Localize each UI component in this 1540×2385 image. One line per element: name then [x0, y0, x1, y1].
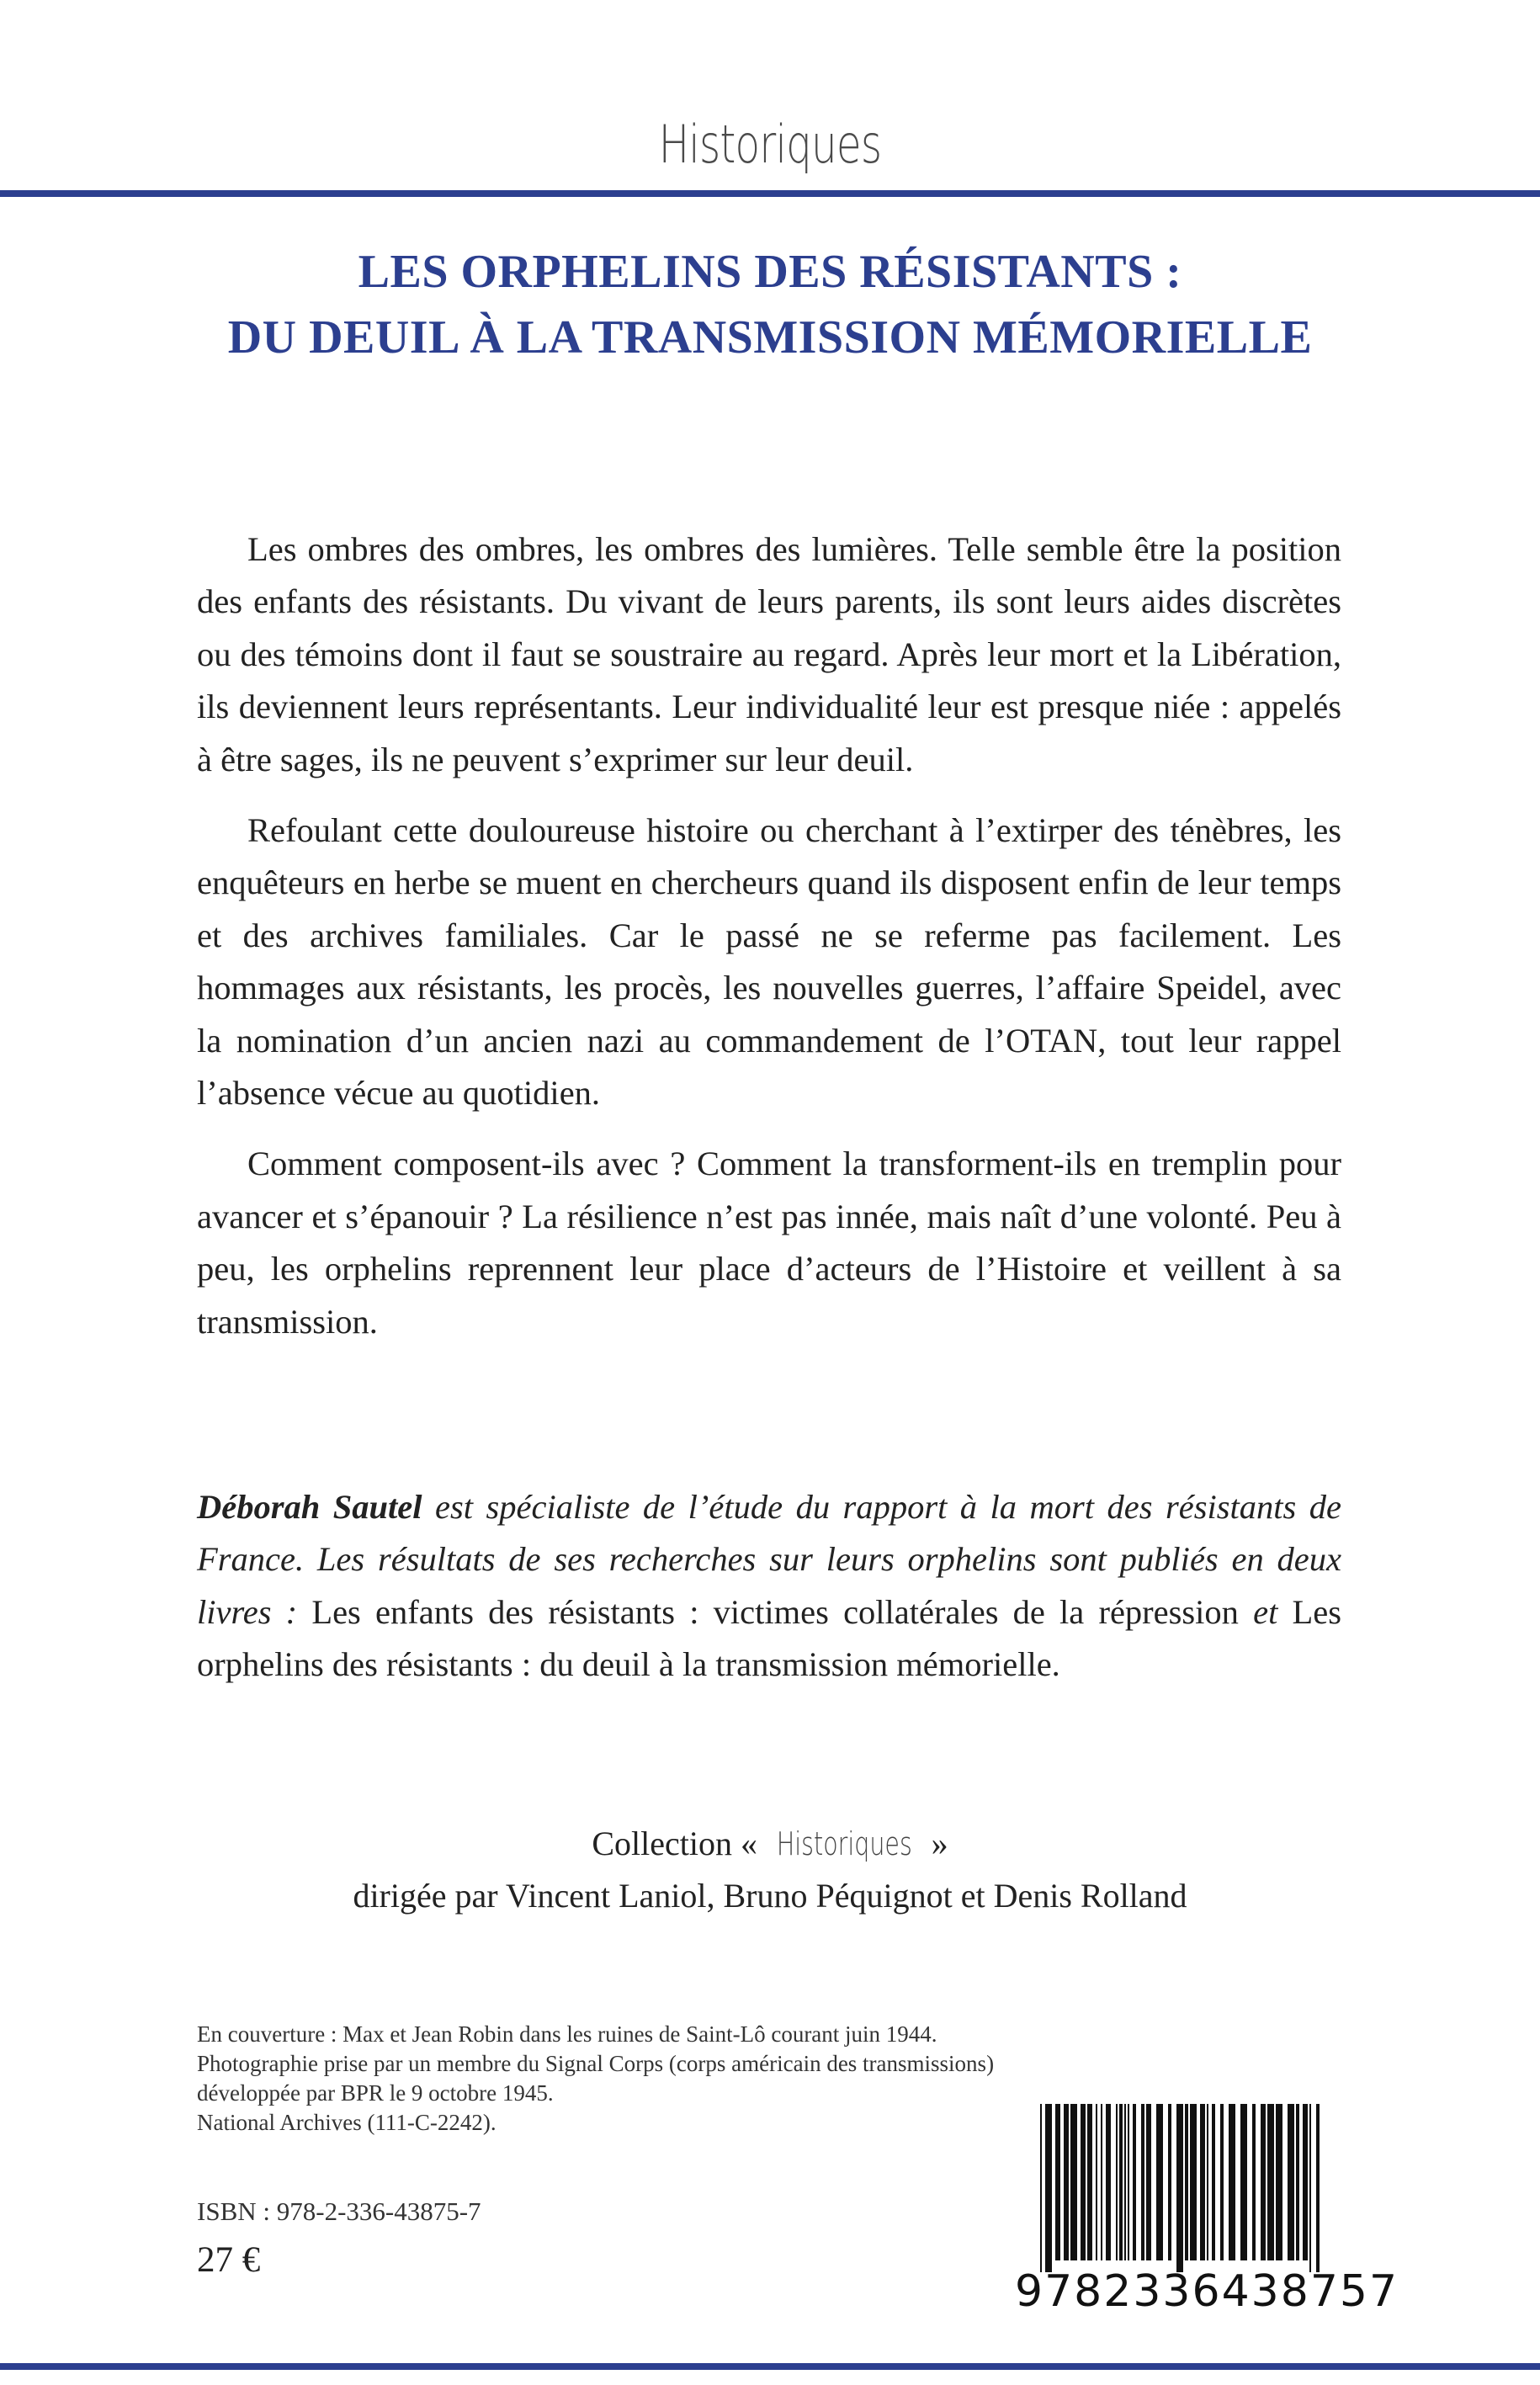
summary-text: [197, 523, 1341, 1367]
barcode-bar: [1116, 2104, 1118, 2260]
barcode-bar: [1229, 2104, 1235, 2260]
barcode-bar: [1185, 2104, 1188, 2260]
credit-line-4: National Archives (111-C-2242).: [197, 2110, 497, 2135]
barcode-bar: [1146, 2104, 1151, 2260]
barcode-bar: [1240, 2104, 1247, 2260]
barcode-bars: [1015, 2104, 1335, 2272]
bottom-rule: [0, 2363, 1540, 2370]
barcode-bar: [1133, 2104, 1136, 2260]
barcode-bar: [1267, 2104, 1274, 2260]
barcode-bar: [1128, 2104, 1129, 2260]
collection-directors: dirigée par Vincent Laniol, Bruno Péquignot et Denis Rolland: [353, 1877, 1187, 1915]
price: 27 €: [197, 2240, 261, 2280]
barcode-bar: [1288, 2104, 1294, 2260]
bio-text: est spécialiste de l’étude du rapport à la mort des résistants de France. Les résultats de ses recherches sur leurs orphelins sont publiés en deux livres :: [197, 1488, 1341, 1631]
barcode-bar: [1252, 2104, 1256, 2260]
barcode-bar: [1081, 2104, 1086, 2260]
author-bio: [197, 1481, 1341, 1692]
barcode-bar: [1119, 2104, 1123, 2260]
author-name: Déborah Sautel: [197, 1488, 422, 1526]
barcode-bar: [1106, 2104, 1111, 2260]
credit-line-1: En couverture : Max et Jean Robin dans les ruines de Saint-Lô courant juin 1944.: [197, 2021, 937, 2047]
barcode-bar: [1101, 2104, 1102, 2260]
cover-credits: [197, 2020, 1038, 2138]
barcode-bar: [1096, 2104, 1097, 2260]
barcode-bar: [1176, 2104, 1183, 2272]
summary-paragraph-1: Les ombres des ombres, les ombres des lumières. Telle semble être la position des enfants des résistants. Du vivant de leurs parents, ils sont leurs aides discrètes ou des témoins dont il faut se soustraire au regard. Après leur mort et la Libération, ils deviennent leurs représentants. Leur individualité leur est presque niée : appelés à être sages, ils ne peuvent s’exprimer sur leur deuil.: [197, 530, 1341, 778]
barcode-bar: [1212, 2104, 1215, 2260]
barcode-bar: [1261, 2104, 1266, 2260]
book-title-2: Les orphelins des résistants : du deuil à la transmission mémorielle.: [197, 1592, 1342, 1684]
book-title-1: Les enfants des résistants : victimes collatérales de la répression: [311, 1592, 1239, 1631]
barcode-bar: [1064, 2104, 1069, 2260]
barcode-bar: [1070, 2104, 1077, 2260]
barcode-bar: [1124, 2104, 1126, 2260]
barcode-bar: [1040, 2104, 1042, 2272]
barcode: [1015, 2104, 1399, 2318]
isbn: ISBN : 978-2-336-43875-7: [197, 2196, 481, 2226]
title-line-2: DU DEUIL À LA TRANSMISSION MÉMORIELLE: [227, 311, 1313, 364]
barcode-bar: [1141, 2104, 1144, 2260]
barcode-bar: [1200, 2104, 1205, 2260]
barcode-bar: [1207, 2104, 1208, 2260]
barcode-bar: [1055, 2104, 1060, 2260]
collection-line: [0, 1818, 1540, 1870]
book-title: [0, 239, 1540, 370]
barcode-bar: [1316, 2104, 1320, 2272]
collection-info: [0, 1818, 1540, 1922]
barcode-digits: 9782336438757: [1015, 2266, 1399, 2317]
barcode-bar: [1168, 2104, 1171, 2260]
credit-line-3: développée par BPR le 9 octobre 1945.: [197, 2080, 554, 2106]
top-rule: [0, 190, 1540, 197]
title-line-1: LES ORPHELINS DES RÉSISTANTS :: [358, 246, 1182, 298]
barcode-bar: [1087, 2104, 1092, 2260]
summary-paragraph-2: Refoulant cette douloureuse histoire ou cherchant à l’extirper des ténèbres, les enquêteurs en herbe se muent en chercheurs quand ils disposent enfin de leur temps et des archives familiales. Car le passé ne se referme pas facilement. Les hommages aux résistants, les procès, les nouvelles guerres, l’affaire Speidel, avec la nomination d’un ancien nazi au commandement de l’OTAN, tout leur rappel l’absence vécue au quotidien.: [197, 811, 1341, 1113]
barcode-bar: [1220, 2104, 1224, 2260]
collection-series-logo: Historiques: [776, 1825, 912, 1862]
summary-paragraph-3: Comment composent-ils avec ? Comment la transforment-ils en tremplin pour avancer et s’épanouir ? La résilience n’est pas innée, mais naît d’une volonté. Peu à peu, les orphelins reprennent leur place d’acteurs de l’Histoire et veillent à sa transmission.: [197, 1145, 1341, 1341]
barcode-bar: [1276, 2104, 1282, 2260]
barcode-bar: [1303, 2104, 1308, 2260]
series-logo: Historiques: [658, 114, 882, 175]
barcode-bar: [1045, 2104, 1052, 2272]
barcode-bar: [1156, 2104, 1163, 2260]
barcode-bar: [1190, 2104, 1197, 2260]
collection-prefix: Collection «: [592, 1825, 766, 1862]
credit-line-2: Photographie prise par un membre du Signal Corps (corps américain des transmissions): [197, 2051, 995, 2076]
bio-conjunction: et: [1238, 1592, 1293, 1631]
collection-suffix: »: [922, 1825, 948, 1862]
barcode-bar: [1296, 2104, 1299, 2260]
barcode-bar: [1309, 2104, 1311, 2272]
